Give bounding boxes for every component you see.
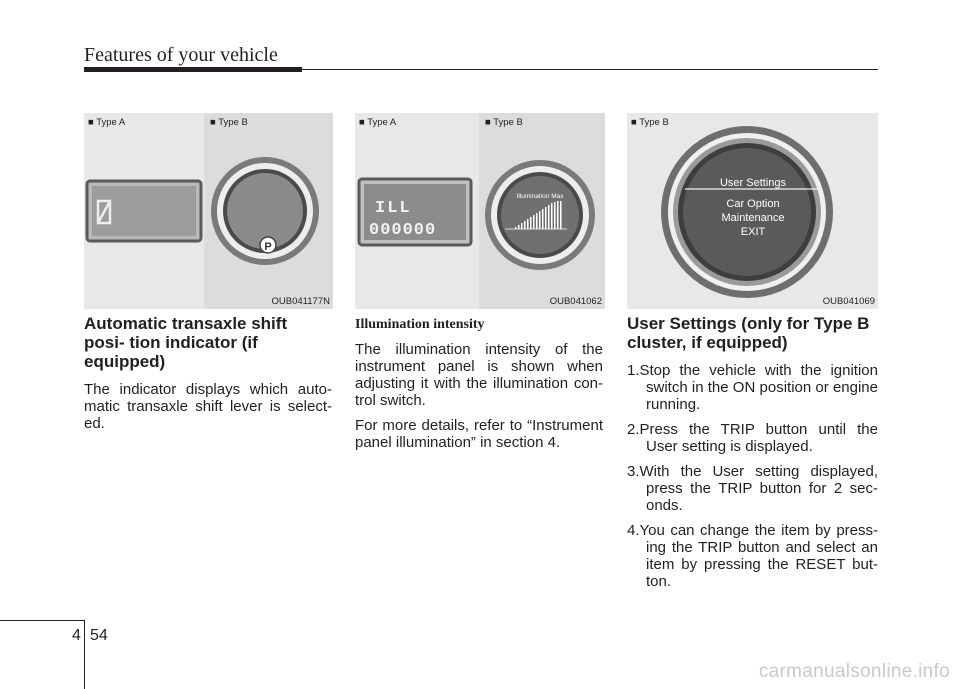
steps-list: [627, 362, 878, 590]
footer-divider: [84, 620, 85, 689]
section-number: 4: [72, 627, 81, 644]
step-item: 4.You can change the item by press- ing the TRIP button and select an item by pressing the RESET but- ton.: [627, 522, 878, 590]
section-body: The indicator displays which auto- matic transaxle shift lever is select- ed.: [84, 381, 332, 432]
figure-label-type-b: ■ Type B: [485, 117, 523, 128]
watermark: carmanualsonline.info: [758, 661, 950, 682]
section-title: Automatic transaxle shift posi- tion indicator (if equipped): [84, 314, 288, 371]
figure-label-type-b: ■ Type B: [631, 117, 669, 128]
figure-label-type-a: ■ Type A: [88, 117, 126, 128]
figure-shift-indicator: [84, 113, 333, 309]
illumination-illustration: [355, 113, 605, 309]
menu-item-exit: EXIT: [740, 226, 766, 238]
section-title: Illumination intensity: [355, 317, 485, 332]
section-shift-indicator: [84, 314, 332, 432]
figure-label-type-a: ■ Type A: [359, 117, 397, 128]
gear-position-glyph: P: [264, 241, 272, 253]
gauge-caption: Illumination Max: [516, 193, 564, 200]
header-rule-thin: [302, 69, 878, 70]
menu-item-user-settings: User Settings: [719, 177, 787, 189]
section-title: User Settings (only for Type B cluster, if equipped): [627, 314, 870, 352]
page-number: 54: [90, 627, 108, 644]
figure-user-settings: [627, 113, 878, 309]
shift-indicator-illustration: [84, 113, 333, 309]
page-header-title: Features of your vehicle: [84, 44, 278, 66]
section-body-2: For more details, refer to “Instrument panel illumination” in section 4.: [355, 417, 603, 451]
figure-label-type-b: ■ Type B: [210, 117, 248, 128]
figure-code: OUB041062: [549, 296, 602, 307]
step-item: 2.Press the TRIP button until the User setting is displayed.: [627, 421, 878, 455]
menu-item-maintenance: Maintenance: [721, 212, 785, 224]
menu-item-car-option: Car Option: [726, 198, 780, 210]
section-body-1: The illumination intensity of the instrument panel is shown when adjusting it with the illumination con- trol switch.: [355, 341, 603, 409]
footer-rule: [0, 620, 84, 621]
step-item: 3.With the User setting displayed, press the TRIP button for 2 sec- onds.: [627, 463, 878, 514]
header-rule-thick: [84, 67, 302, 72]
section-user-settings: [627, 314, 878, 598]
figure-code: OUB041177N: [271, 296, 330, 307]
lcd-line-2: 000000: [369, 221, 437, 240]
figure-illumination: [355, 113, 605, 309]
user-settings-illustration: [627, 113, 878, 309]
step-item: 1.Stop the vehicle with the ignition switch in the ON position or engine running.: [627, 362, 878, 413]
lcd-line-1: ILL: [375, 199, 412, 218]
figure-code: OUB041069: [822, 296, 875, 307]
section-illumination: [355, 314, 603, 451]
